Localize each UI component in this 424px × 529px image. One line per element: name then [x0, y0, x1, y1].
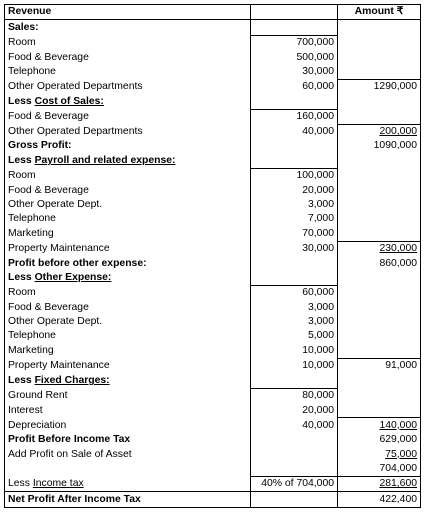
row-total — [338, 109, 421, 124]
row-total-value: 281,600 — [379, 478, 417, 490]
row-amount: 40% of 704,000 — [251, 477, 338, 492]
row-amount — [251, 20, 338, 35]
row-label-prefix: Less — [8, 96, 35, 108]
statement-row — [5, 109, 421, 124]
statement-row — [5, 50, 421, 64]
row-label-title: Sales: — [8, 22, 39, 34]
row-total — [338, 285, 421, 300]
row-amount — [251, 433, 338, 447]
row-amount — [251, 373, 338, 388]
row-amount: 80,000 — [251, 388, 338, 403]
row-amount: 3,000 — [251, 315, 338, 329]
row-amount — [251, 139, 338, 153]
statement-row — [5, 285, 421, 300]
row-label-title: Payroll and related expense: — [34, 155, 176, 167]
row-amount: 7,000 — [251, 212, 338, 226]
row-label-title: Fixed Charges: — [34, 375, 110, 387]
row-label — [5, 139, 251, 153]
row-label: Property Maintenance — [5, 358, 251, 373]
row-total — [338, 447, 421, 461]
row-total — [338, 315, 421, 329]
row-amount — [251, 492, 338, 507]
row-total — [338, 35, 421, 50]
row-total — [338, 124, 421, 139]
statement-row — [5, 300, 421, 314]
row-total — [338, 241, 421, 256]
row-label — [5, 492, 251, 507]
statement-row — [5, 153, 421, 168]
row-label-title: Profit before other expense: — [8, 257, 147, 269]
header-blank — [251, 5, 338, 20]
statement-row — [5, 241, 421, 256]
row-total — [338, 153, 421, 168]
row-label: Other Operate Dept. — [5, 315, 251, 329]
header-row — [5, 5, 421, 20]
row-total — [338, 65, 421, 80]
row-total: 1090,000 — [338, 139, 421, 153]
row-label — [5, 256, 251, 270]
row-label: Ground Rent — [5, 388, 251, 403]
row-total-value: 75,000 — [385, 448, 417, 460]
statement-row — [5, 418, 421, 433]
row-total — [338, 50, 421, 64]
row-total — [338, 20, 421, 35]
row-label: Property Maintenance — [5, 241, 251, 256]
statement-row — [5, 198, 421, 212]
statement-row — [5, 212, 421, 226]
row-amount: 160,000 — [251, 109, 338, 124]
row-amount: 10,000 — [251, 343, 338, 358]
row-amount: 10,000 — [251, 358, 338, 373]
row-amount — [251, 462, 338, 477]
row-total — [338, 329, 421, 343]
row-amount: 100,000 — [251, 168, 338, 183]
statement-row — [5, 329, 421, 343]
header-amount: Amount ₹ — [338, 5, 421, 20]
statement-row — [5, 168, 421, 183]
statement-row — [5, 79, 421, 94]
row-label — [5, 477, 251, 492]
row-total — [338, 198, 421, 212]
row-label: Telephone — [5, 329, 251, 343]
row-label-prefix: Less — [8, 272, 35, 284]
row-amount: 3,000 — [251, 300, 338, 314]
row-label-title: Cost of Sales: — [34, 96, 104, 108]
row-amount — [251, 447, 338, 461]
row-label — [5, 20, 251, 35]
income-statement-table — [4, 4, 421, 508]
row-label — [5, 462, 251, 477]
row-total: 629,000 — [338, 433, 421, 447]
statement-row — [5, 358, 421, 373]
row-label: Add Profit on Sale of Asset — [5, 447, 251, 461]
row-label-title: Profit Before Income Tax — [8, 434, 131, 446]
header-revenue: Revenue — [5, 5, 251, 20]
row-total — [338, 168, 421, 183]
row-total-value: 200,000 — [379, 126, 417, 138]
row-amount: 5,000 — [251, 329, 338, 343]
row-amount: 500,000 — [251, 50, 338, 64]
row-amount — [251, 256, 338, 270]
row-total — [338, 271, 421, 286]
row-label — [5, 94, 251, 109]
row-total — [338, 183, 421, 197]
row-total — [338, 94, 421, 109]
row-total: 704,000 — [338, 462, 421, 477]
row-amount: 20,000 — [251, 403, 338, 418]
row-label: Marketing — [5, 343, 251, 358]
row-label: Food & Beverage — [5, 300, 251, 314]
statement-row — [5, 226, 421, 241]
statement-row — [5, 256, 421, 270]
row-total — [338, 226, 421, 241]
row-total-value: 230,000 — [379, 243, 417, 255]
statement-row — [5, 447, 421, 461]
statement-row — [5, 462, 421, 477]
row-amount: 20,000 — [251, 183, 338, 197]
row-total: 422,400 — [338, 492, 421, 507]
row-total — [338, 418, 421, 433]
statement-row — [5, 343, 421, 358]
row-total — [338, 300, 421, 314]
row-label: Telephone — [5, 65, 251, 80]
statement-row — [5, 20, 421, 35]
row-label: Food & Beverage — [5, 109, 251, 124]
row-label: Depreciation — [5, 418, 251, 433]
row-amount: 70,000 — [251, 226, 338, 241]
row-total — [338, 343, 421, 358]
row-label-prefix: Less — [8, 478, 33, 490]
row-label-prefix: Less — [8, 375, 35, 387]
row-label-prefix: Less — [8, 155, 35, 167]
statement-row — [5, 94, 421, 109]
statement-row — [5, 433, 421, 447]
row-amount — [251, 153, 338, 168]
statement-row — [5, 65, 421, 80]
row-label — [5, 433, 251, 447]
row-label-title: Gross Profit: — [8, 140, 72, 152]
row-amount — [251, 271, 338, 286]
row-label: Food & Beverage — [5, 183, 251, 197]
row-total-value: 140,000 — [379, 419, 417, 431]
row-amount — [251, 94, 338, 109]
row-total — [338, 477, 421, 492]
row-label — [5, 373, 251, 388]
row-label: Marketing — [5, 226, 251, 241]
row-label: Room — [5, 285, 251, 300]
row-label: Other Operate Dept. — [5, 198, 251, 212]
row-label — [5, 153, 251, 168]
row-amount: 700,000 — [251, 35, 338, 50]
row-label: Other Operated Departments — [5, 124, 251, 139]
row-label: Interest — [5, 403, 251, 418]
statement-row — [5, 492, 421, 507]
row-total: 91,000 — [338, 358, 421, 373]
row-label-title: Other Expense: — [34, 272, 112, 284]
row-total — [338, 212, 421, 226]
statement-row — [5, 388, 421, 403]
row-amount: 30,000 — [251, 65, 338, 80]
statement-row — [5, 271, 421, 286]
row-total: 1290,000 — [338, 79, 421, 94]
row-total — [338, 403, 421, 418]
row-amount: 40,000 — [251, 124, 338, 139]
statement-row — [5, 35, 421, 50]
row-label: Telephone — [5, 212, 251, 226]
row-amount: 3,000 — [251, 198, 338, 212]
statement-row — [5, 403, 421, 418]
row-total — [338, 373, 421, 388]
statement-row — [5, 124, 421, 139]
row-label: Food & Beverage — [5, 50, 251, 64]
statement-row — [5, 477, 421, 492]
row-label-title: Net Profit After Income Tax — [8, 493, 141, 505]
row-label — [5, 271, 251, 286]
row-label: Room — [5, 168, 251, 183]
row-label: Other Operated Departments — [5, 79, 251, 94]
statement-row — [5, 139, 421, 153]
row-amount: 40,000 — [251, 418, 338, 433]
row-amount: 60,000 — [251, 79, 338, 94]
statement-row — [5, 373, 421, 388]
row-label-title: Income tax — [32, 478, 84, 490]
row-total — [338, 388, 421, 403]
statement-row — [5, 315, 421, 329]
row-amount: 30,000 — [251, 241, 338, 256]
row-label: Room — [5, 35, 251, 50]
statement-row — [5, 183, 421, 197]
row-total: 860,000 — [338, 256, 421, 270]
row-amount: 60,000 — [251, 285, 338, 300]
